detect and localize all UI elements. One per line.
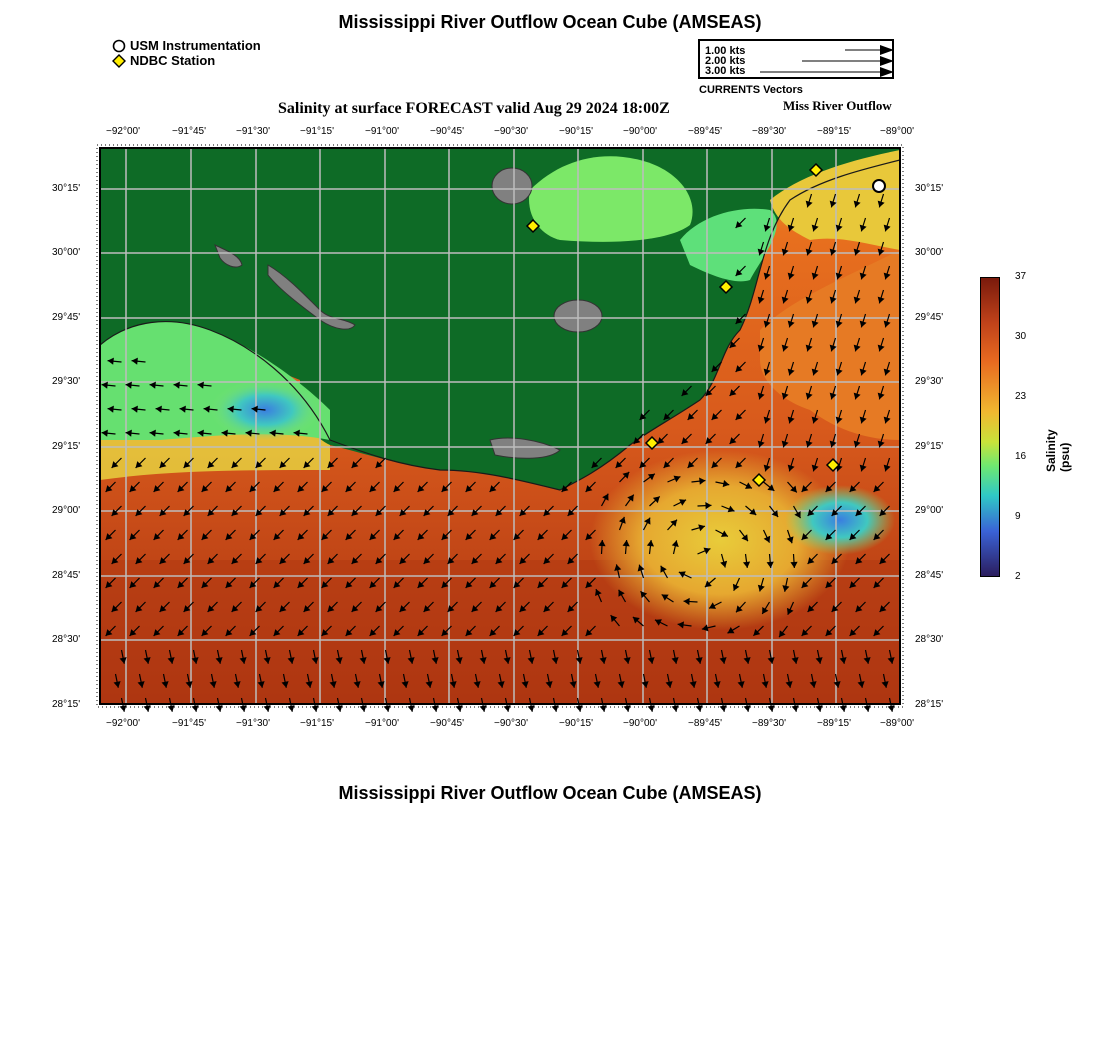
lon-tick-bottom: −90°30' bbox=[494, 718, 528, 729]
lon-tick-top: −90°15' bbox=[559, 126, 593, 137]
lake-maurepas bbox=[492, 168, 532, 204]
current-vector-head bbox=[216, 705, 223, 712]
current-vector-head bbox=[720, 705, 727, 712]
lon-tick-top: −90°00' bbox=[623, 126, 657, 137]
vector-key-label-3: 3.00 kts bbox=[705, 65, 746, 77]
current-vector-head bbox=[864, 705, 871, 712]
lon-tick-top: −90°45' bbox=[430, 126, 464, 137]
lon-tick-top: −89°00' bbox=[880, 126, 914, 137]
lat-tick-right: 29°30' bbox=[915, 376, 944, 387]
lon-tick-bottom: −89°45' bbox=[688, 718, 722, 729]
current-vector-head bbox=[576, 705, 583, 712]
current-vector-head bbox=[456, 705, 463, 712]
current-vector-head bbox=[696, 705, 703, 712]
colorbar-label: Salinity (psu) bbox=[1044, 429, 1072, 472]
colorbar-tick: 9 bbox=[1015, 511, 1021, 522]
vector-key-label-2: 2.00 kts bbox=[705, 55, 746, 67]
region-label: Miss River Outflow bbox=[783, 98, 892, 113]
current-vector-head bbox=[288, 705, 295, 712]
current-vector-head bbox=[432, 705, 439, 712]
lat-tick-left: 29°30' bbox=[52, 376, 81, 387]
footer-title: Mississippi River Outflow Ocean Cube (AMSEAS) bbox=[338, 783, 762, 803]
lat-tick-right: 30°15' bbox=[915, 183, 944, 194]
current-vector-head bbox=[552, 705, 559, 712]
current-vector-head bbox=[384, 705, 391, 712]
lon-tick-top: −91°30' bbox=[236, 126, 270, 137]
lon-tick-bottom: −89°00' bbox=[880, 718, 914, 729]
colorbar-tick: 16 bbox=[1015, 451, 1027, 462]
lon-tick-bottom: −91°45' bbox=[172, 718, 206, 729]
current-vector-head bbox=[528, 705, 535, 712]
lat-tick-right: 29°45' bbox=[915, 312, 944, 323]
lon-tick-bottom: −91°15' bbox=[300, 718, 334, 729]
current-vector-head bbox=[360, 705, 367, 712]
lon-tick-top: −92°00' bbox=[106, 126, 140, 137]
current-vector-head bbox=[648, 705, 655, 712]
lat-tick-left: 29°00' bbox=[52, 505, 81, 516]
lat-tick-left: 30°15' bbox=[52, 183, 81, 194]
lat-tick-left: 30°00' bbox=[52, 247, 81, 258]
lon-tick-bottom: −91°30' bbox=[236, 718, 270, 729]
lon-tick-bottom: −89°15' bbox=[817, 718, 851, 729]
lon-tick-top: −89°45' bbox=[688, 126, 722, 137]
lat-tick-left: 28°45' bbox=[52, 570, 81, 581]
lon-tick-bottom: −89°30' bbox=[752, 718, 786, 729]
lon-tick-bottom: −91°00' bbox=[365, 718, 399, 729]
salinity-colorbar bbox=[980, 277, 1000, 577]
lon-tick-top: −91°45' bbox=[172, 126, 206, 137]
lat-tick-right: 29°15' bbox=[915, 441, 944, 452]
current-vector-head bbox=[816, 705, 823, 712]
current-vector-head bbox=[672, 705, 679, 712]
lon-tick-top: −89°15' bbox=[817, 126, 851, 137]
current-vector-head bbox=[504, 705, 511, 712]
current-vector-head bbox=[240, 705, 247, 712]
lat-tick-left: 29°15' bbox=[52, 441, 81, 452]
colorbar-tick: 2 bbox=[1015, 571, 1021, 582]
page-title: Mississippi River Outflow Ocean Cube (AMSEAS) bbox=[338, 12, 762, 32]
lat-tick-right: 28°45' bbox=[915, 570, 944, 581]
vector-key-label-1: 1.00 kts bbox=[705, 45, 746, 57]
legend-label-usm: USM Instrumentation bbox=[130, 38, 261, 53]
current-vector-head bbox=[792, 705, 799, 712]
usm-instrument-marker bbox=[873, 180, 885, 192]
map-subtitle: Salinity at surface FORECAST valid Aug 29 2024 18:00Z bbox=[278, 100, 670, 117]
current-vector-head bbox=[840, 705, 847, 712]
current-vector-head bbox=[888, 705, 895, 712]
lat-tick-right: 28°30' bbox=[915, 634, 944, 645]
lon-tick-top: −91°15' bbox=[300, 126, 334, 137]
lon-tick-bottom: −90°45' bbox=[430, 718, 464, 729]
current-vector-head bbox=[168, 705, 175, 712]
legend-label-ndbc: NDBC Station bbox=[130, 53, 216, 68]
lon-tick-top: −90°30' bbox=[494, 126, 528, 137]
current-vector-head bbox=[480, 705, 487, 712]
current-vector-head bbox=[768, 705, 775, 712]
current-vector-head bbox=[264, 705, 271, 712]
lat-tick-right: 30°00' bbox=[915, 247, 944, 258]
map-field bbox=[100, 148, 900, 704]
colorbar-tick: 30 bbox=[1015, 331, 1027, 342]
lat-tick-left: 29°45' bbox=[52, 312, 81, 323]
lon-tick-top: −91°00' bbox=[365, 126, 399, 137]
lon-tick-bottom: −90°15' bbox=[559, 718, 593, 729]
current-vector-head bbox=[600, 705, 607, 712]
lat-tick-left: 28°15' bbox=[52, 699, 81, 710]
lon-tick-top: −89°30' bbox=[752, 126, 786, 137]
current-vector-head bbox=[744, 705, 751, 712]
current-vector-head bbox=[624, 705, 631, 712]
current-vector-head bbox=[336, 705, 343, 712]
lat-tick-right: 29°00' bbox=[915, 505, 944, 516]
current-vector-head bbox=[192, 705, 199, 712]
vector-key-caption: CURRENTS Vectors bbox=[699, 84, 803, 96]
lon-tick-bottom: −90°00' bbox=[623, 718, 657, 729]
colorbar-tick: 37 bbox=[1015, 271, 1027, 282]
colorbar-tick: 23 bbox=[1015, 391, 1027, 402]
current-vector-head bbox=[312, 705, 319, 712]
current-vector-head bbox=[120, 705, 127, 712]
current-vector-head bbox=[408, 705, 415, 712]
current-vector-head bbox=[144, 705, 151, 712]
freshwater-pocket-east bbox=[785, 485, 895, 555]
lat-tick-left: 28°30' bbox=[52, 634, 81, 645]
lat-tick-right: 28°15' bbox=[915, 699, 944, 710]
lon-tick-bottom: −92°00' bbox=[106, 718, 140, 729]
